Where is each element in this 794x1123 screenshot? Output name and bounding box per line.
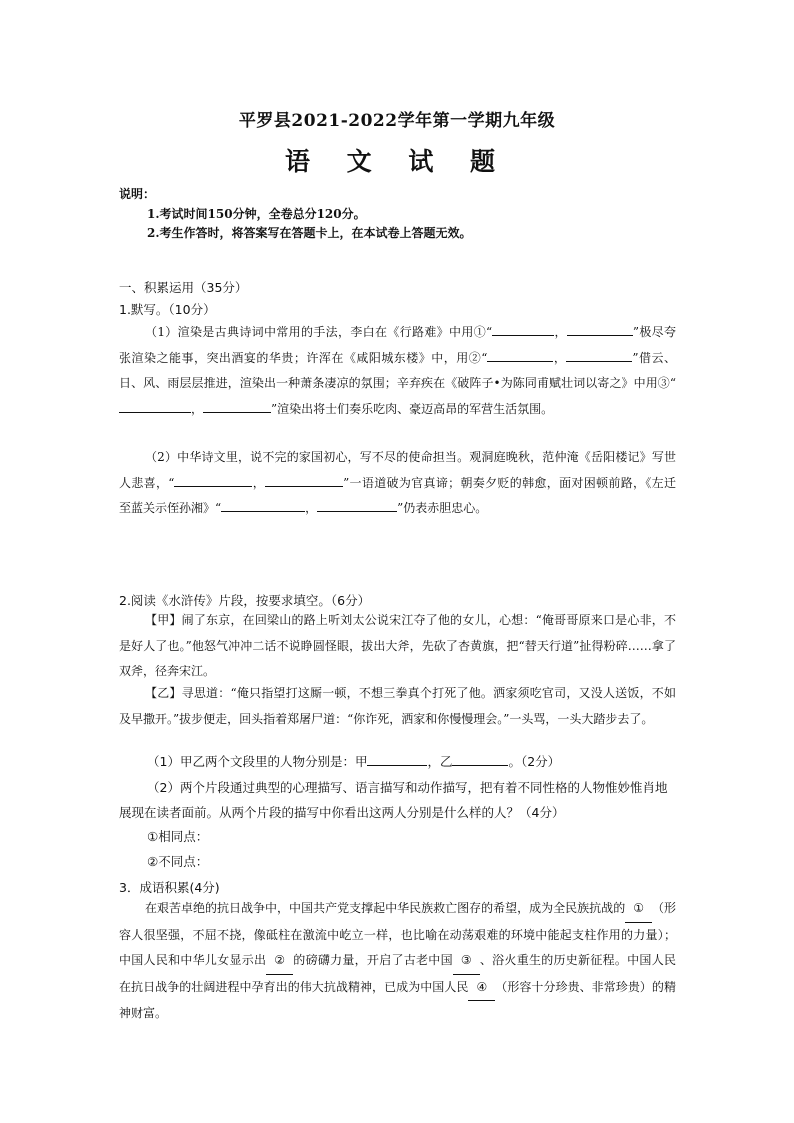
passage-yi: 【乙】寻思道：“俺只指望打这厮一顿，不想三拳真个打死了他。洒家须吃官司，又没人送饭，不如及早撒开。”拔步便走，回头指着郑屠尸道：“你诈死，洒家和你慢慢理会。”一头骂，一头大踏步去了。 xyxy=(119,686,676,726)
text-segment: ”一语道破为官真谛；朝奏夕贬的韩愈，面对困顿前路，《左迁至蓝关示侄孙湘》“ xyxy=(119,475,676,515)
idiom-blank-1: ① xyxy=(625,896,652,923)
answer-blank xyxy=(567,321,633,336)
question-1-part-2 xyxy=(119,445,676,522)
text-segment: ”极尽夸张渲染之能事，突出酒宴的华贵；许浑在《咸阳城东楼》中，用②“ xyxy=(119,325,676,365)
question-3-passage xyxy=(119,896,676,1027)
text-segment: ， xyxy=(305,501,318,515)
question-2-sub-2: （2）两个片段通过典型的心理描写、语言描写和动作描写，把有着不同性格的人物惟妙惟肖地展现在读者面前。从两个片段的描写中你看出这两人分别是什么样的人？（4分） xyxy=(119,780,668,820)
answer-blank xyxy=(487,347,553,362)
answer-blank xyxy=(119,398,191,413)
answer-blank xyxy=(265,472,343,487)
answer-blank xyxy=(367,751,427,766)
text-segment: ”渲染出将士们奏乐吃肉、豪迈高昂的军营生活氛围。 xyxy=(271,401,554,416)
difference-label: ②不同点： xyxy=(147,854,209,869)
text-segment: ， xyxy=(554,325,567,339)
text-segment: 的磅礴力量，开启了古老中国 xyxy=(293,953,453,967)
idiom-blank-2: ② xyxy=(266,948,293,975)
notes-heading: 说明： xyxy=(119,187,156,201)
text-segment: （2）中华诗文里，说不完的家国初心，写不尽的使命担当。观洞庭晚秋，范仲淹《岳阳楼记》写世人悲喜，“ xyxy=(119,450,676,490)
text-segment: （1）甲乙两个文段里的人物分别是：甲 xyxy=(147,754,368,769)
text-segment: 在艰苦卓绝的抗日战争中，中国共产党支撑起中华民族救亡图存的希望，成为全民族抗战的 xyxy=(145,901,626,915)
text-segment: （形容十分珍贵、非常珍贵）的精神财富。 xyxy=(119,979,676,1020)
note-item-2: 2.考生作答时，将答案写在答题卡上，在本试卷上答题无效。 xyxy=(147,226,472,240)
passage-jia: 【甲】闹了东京，在回梁山的路上听刘太公说宋江夺了他的女儿，心想：“俺哥哥原来口是心非，不是好人了也。”他怒气冲冲二话不说睁圆怪眼，拔出大斧，先砍了杏黄旗，把“替天行道”扯得粉碎……拿了双斧，径奔宋江。 xyxy=(119,613,676,678)
text-segment: ， xyxy=(191,401,204,416)
idiom-blank-3: ③ xyxy=(453,948,480,975)
idiom-blank-4: ④ xyxy=(468,975,495,1002)
answer-blank xyxy=(492,321,554,336)
answer-blank xyxy=(221,497,305,512)
answer-blank xyxy=(317,497,397,512)
text-segment: ”借云、日、风、雨层层推进，渲染出一种萧条凄凉的氛围；辛弃疾在《破阵子•为陈同甫赋壮词以寄之》中用③“ xyxy=(119,350,676,390)
text-segment: （形容人很坚强，不屈不挠，像砥柱在激流中屹立一样，也比喻在动荡艰难的环境中能起支柱作用的力量）；中国人民和中华儿女显示出 xyxy=(119,901,676,967)
answer-blank xyxy=(174,472,252,487)
text-segment: （1）渲染是古典诗词中常用的手法，李白在《行路难》中用①“ xyxy=(145,325,493,339)
text-segment: ，乙 xyxy=(427,754,453,769)
answer-blank xyxy=(452,751,508,766)
text-segment: ”仍表赤胆忠心。 xyxy=(397,501,488,515)
text-segment: ， xyxy=(553,350,567,365)
text-segment: ， xyxy=(252,475,266,490)
question-1-title: 1.默写。（10分） xyxy=(119,302,216,317)
text-segment: 。（2分） xyxy=(508,754,561,769)
section-1-title: 一、积累运用（35分） xyxy=(119,280,248,295)
question-2-title: 2.阅读《水浒传》片段，按要求填空。（6分） xyxy=(119,593,371,608)
text-segment: 、浴火重生的历史新征程。中国人民在抗日战争的壮阔进程中孕育出的伟大抗战精神，已成为中国人民 xyxy=(119,953,676,994)
question-2-sub-1 xyxy=(147,751,560,770)
exam-subject: 语 文 试 题 xyxy=(284,147,510,176)
answer-blank xyxy=(566,347,632,362)
exam-title: 平罗县2021-2022学年第一学期九年级 xyxy=(238,111,556,131)
answer-blank xyxy=(203,398,271,413)
similarity-label: ①相同点： xyxy=(147,829,209,844)
note-item-1: 1.考试时间150分钟，全卷总分120分。 xyxy=(147,207,366,221)
question-1-part-1 xyxy=(119,320,676,422)
question-3-title: 3．成语积累(4分) xyxy=(119,880,220,895)
